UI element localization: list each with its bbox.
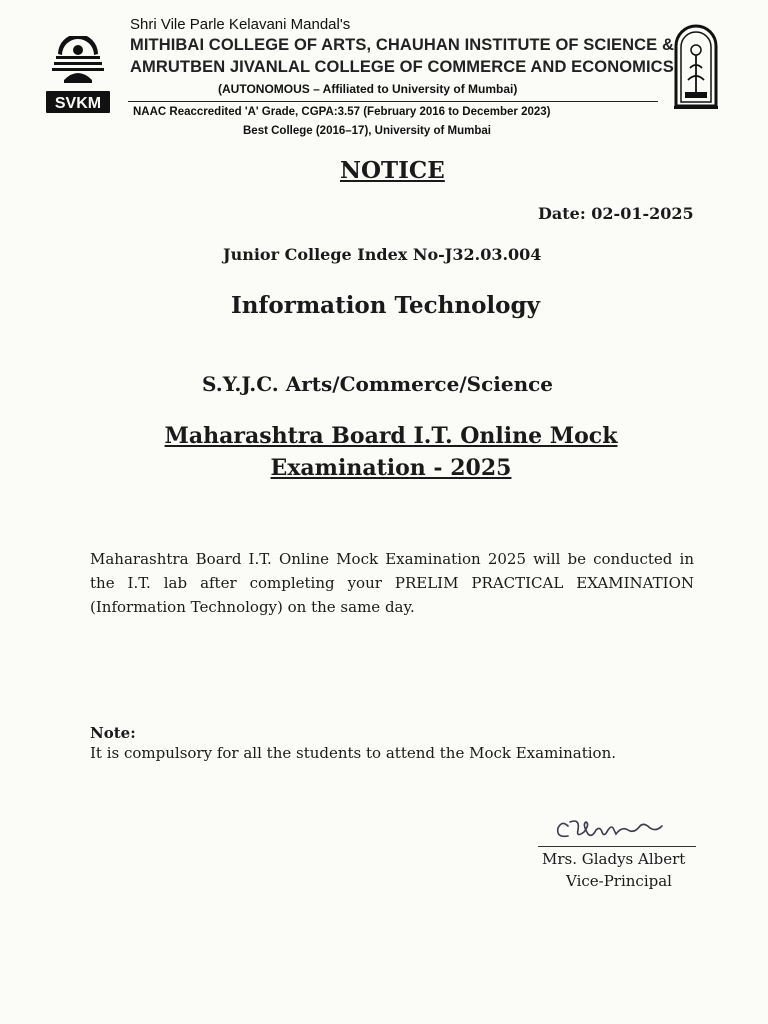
notice-body: Maharashtra Board I.T. Online Mock Examination 2025 will be conducted in the I.T. lab after completing your PRELIM PRACTICAL EXAMINATION (Information Technology) on the same day. — [90, 550, 694, 616]
college-index-number: Junior College Index No-J32.03.004 — [223, 245, 542, 264]
class-heading: S.Y.J.C. Arts/Commerce/Science — [202, 372, 554, 396]
subject-heading: Information Technology — [231, 292, 540, 319]
notice-date: Date: 02-01-2025 — [538, 204, 694, 223]
award-line: Best College (2016–17), University of Mumbai — [243, 125, 491, 137]
accreditation-line: NAAC Reaccredited 'A' Grade, CGPA:3.57 (February 2016 to December 2023) — [133, 106, 551, 118]
signature-line — [538, 846, 696, 847]
signatory-name: Mrs. Gladys Albert — [542, 850, 686, 868]
college-name-line2: AMRUTBEN JIVANLAL COLLEGE OF COMMERCE AND ECONOMICS — [130, 58, 674, 76]
exam-heading-line2: Examination - 2025 — [270, 455, 512, 481]
notice-title: NOTICE — [340, 157, 445, 184]
college-name-line1: MITHIBAI COLLEGE OF ARTS, CHAUHAN INSTITUTE OF SCIENCE & — [130, 36, 674, 54]
letterhead-divider — [128, 101, 658, 102]
svkm-logo — [42, 36, 114, 116]
svkm-logo-text: SVKM — [54, 95, 102, 112]
exam-heading-line1: Maharashtra Board I.T. Online Mock — [164, 423, 618, 449]
trust-name: Shri Vile Parle Kelavani Mandal's — [130, 16, 351, 33]
handwritten-signature — [540, 808, 690, 848]
note-label: Note: — [90, 724, 136, 742]
autonomous-status: (AUTONOMOUS – Affiliated to University of Mumbai) — [218, 82, 518, 96]
note-text: It is compulsory for all the students to attend the Mock Examination. — [90, 744, 616, 762]
college-emblem-icon — [672, 22, 720, 110]
signatory-title: Vice-Principal — [566, 872, 672, 890]
